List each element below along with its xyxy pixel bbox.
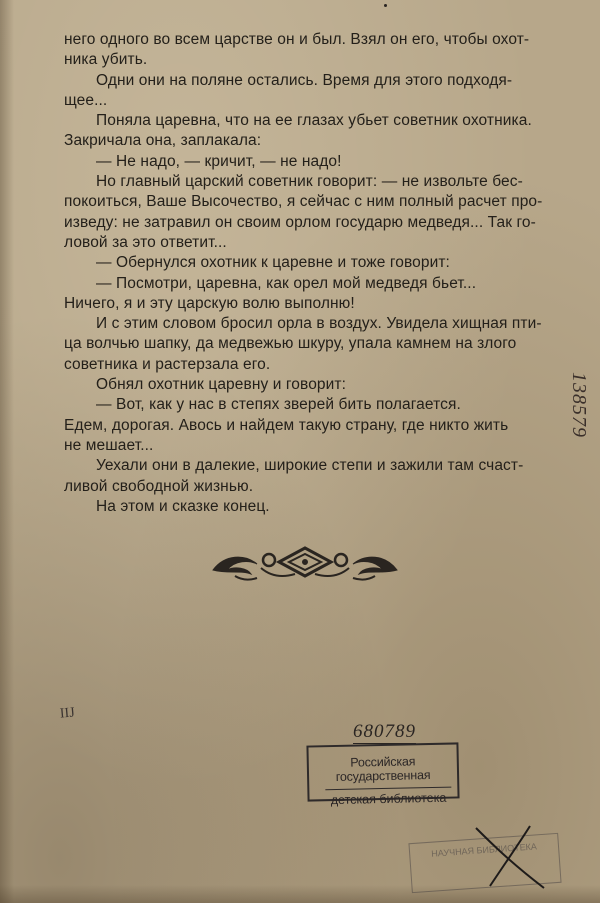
text-line: изведу: не затравил он своим орлом государю медведя... Так го- [64, 213, 536, 231]
text-line: ника убить. [64, 51, 148, 69]
ink-dot [384, 4, 387, 7]
text-line: Поняла царевна, что на ее глазах убьет советник охотника. [96, 112, 532, 130]
text-line: ца волчью шапку, да медвежью шкуру, упала камнем на злого [64, 335, 517, 353]
ornament-vignette [205, 540, 405, 585]
stamp-line-1: Российская государственная [335, 754, 431, 784]
library-mark: IIJ [59, 705, 76, 722]
text-line: ловой за это ответит... [64, 233, 227, 251]
text-line: — Посмотри, царевна, как орел мой медведя бьет... [96, 274, 477, 292]
text-line: Обнял охотник царевну и говорит: [96, 376, 346, 394]
faded-stamp-line: НАУЧНАЯ БИБЛИОТЕКА [430, 841, 538, 859]
library-stamp [306, 742, 459, 808]
text-line: Закричала она, заплакала: [64, 132, 262, 150]
catalog-number: 680789 [353, 721, 416, 742]
text-line: — Не надо, — кричит, — не надо! [96, 152, 342, 170]
inventory-number: 138579 [568, 372, 590, 438]
text-line: покоиться, Ваше Высочество, я сейчас с ним полный расчет про- [64, 193, 543, 211]
text-line: — Вот, как у нас в степях зверей бить полагается. [96, 396, 461, 414]
text-line: И с этим словом бросил орла в воздух. Увидела хищная пти- [96, 315, 542, 333]
text-line: него одного во всем царстве он и был. Взял он его, чтобы охот- [64, 31, 530, 48]
text-line: не мешает... [64, 436, 154, 454]
text-line: Уехали они в далекие, широкие степи и зажили там счаст- [96, 457, 524, 475]
text-line: Едем, дорогая. Авось и найдем такую страну, где никто жить [64, 416, 509, 434]
text-line: — Обернулся охотник к царевне и тоже говорит: [96, 254, 450, 272]
page-edge-shadow [0, 0, 14, 903]
text-line: Одни они на поляне остались. Время для этого подходя- [96, 71, 513, 89]
story-text [64, 30, 559, 517]
text-line: советника и растерзала его. [64, 355, 271, 373]
cancellation-mark [470, 822, 550, 892]
text-line: На этом и сказке конец. [96, 497, 270, 515]
stamp-line-2: детская библиотека [325, 787, 451, 808]
text-line: щее... [64, 91, 108, 109]
text-line: Ничего, я и эту царскую волю выполню! [64, 294, 355, 312]
text-line: ливой свободной жизнью. [64, 477, 254, 495]
text-line: Но главный царский советник говорит: — не извольте бес- [96, 173, 523, 191]
